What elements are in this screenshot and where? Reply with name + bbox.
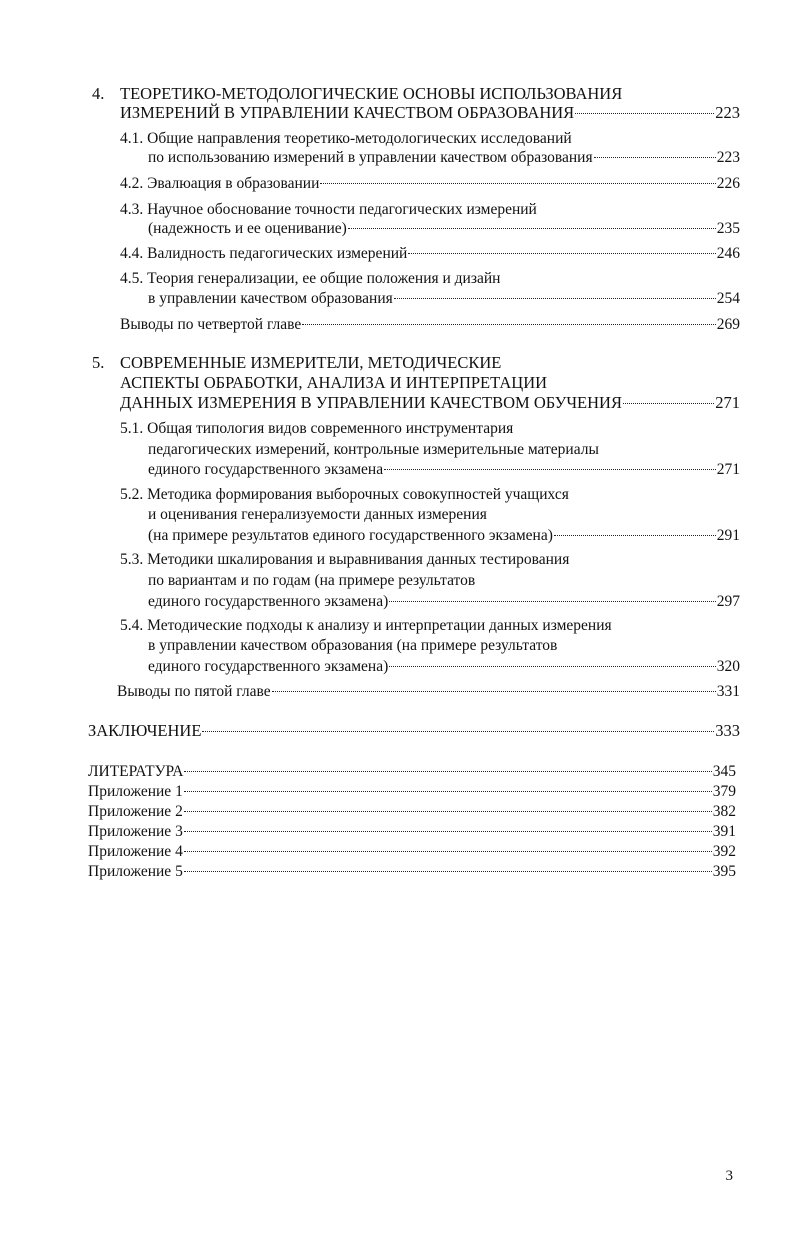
toc-entry-page: 223 [716, 149, 740, 166]
dot-leader [348, 228, 716, 229]
toc-entry-5-2-line3 [148, 526, 740, 546]
toc-entry-page: 246 [716, 245, 740, 262]
dot-leader [184, 771, 711, 772]
toc-entry-5-2-line2 [148, 505, 487, 525]
toc-entry-appendix-3 [88, 822, 736, 842]
toc-entry-text: 4.5. Теория генерализации, ее общие положения и дизайн [120, 270, 501, 287]
dot-leader [320, 183, 715, 184]
dot-leader [184, 871, 712, 872]
toc-entry-text: Приложение 4 [88, 843, 183, 860]
toc-entry-text: единого государственного экзамена) [148, 593, 389, 610]
toc-entry-page: 382 [712, 803, 736, 820]
toc-entry-4-3-line1 [120, 200, 537, 220]
toc-entry-page: 331 [716, 683, 740, 700]
toc-entry-text: ЛИТЕРАТУРА [88, 763, 184, 780]
dot-leader [389, 666, 715, 667]
toc-entry-5-1-line3 [148, 460, 740, 480]
toc-entry-text: Приложение 2 [88, 803, 183, 820]
toc-entry-4-4 [120, 244, 740, 264]
toc-entry-5-1-line2 [148, 440, 599, 460]
dot-leader [394, 298, 716, 299]
page-number: 3 [725, 1168, 733, 1184]
dot-leader [302, 324, 716, 325]
toc-entry-5-3-line1 [120, 550, 569, 570]
toc-entry-page: 226 [716, 175, 740, 192]
dot-leader [202, 731, 714, 732]
toc-entry-appendix-1 [88, 782, 736, 802]
toc-entry-5-2-line1 [120, 485, 569, 505]
toc-entry-page: 297 [716, 593, 740, 610]
dot-leader [389, 601, 715, 602]
toc-entry-text: Приложение 1 [88, 783, 183, 800]
toc-entry-page: 235 [716, 220, 740, 237]
toc-entry-page: 345 [712, 763, 736, 780]
chapter5-title-line2 [120, 373, 547, 393]
chapter4-title-line2 [120, 103, 740, 123]
toc-entry-page: 269 [716, 316, 740, 333]
dot-leader [184, 831, 712, 832]
toc-entry-literature [88, 762, 736, 782]
chapter5-title-text1: СОВРЕМЕННЫЕ ИЗМЕРИТЕЛИ, МЕТОДИЧЕСКИЕ [120, 353, 502, 372]
toc-entry-page: 395 [712, 863, 736, 880]
toc-entry-4-5-line1 [120, 269, 500, 289]
toc-entry-conclusion [88, 721, 740, 741]
toc-entry-appendix-2 [88, 802, 736, 822]
toc-entry-5-4-line2 [148, 636, 557, 656]
toc-entry-page: 379 [712, 783, 736, 800]
toc-entry-text: 4.4. Валидность педагогических измерений [120, 245, 408, 262]
chapter4-title-text2: ИЗМЕРЕНИЙ В УПРАВЛЕНИИ КАЧЕСТВОМ ОБРАЗОВАНИЯ [120, 103, 575, 122]
toc-entry-4-3-line2 [148, 219, 740, 239]
toc-entry-text: (надежность и ее оценивание) [148, 220, 347, 237]
toc-entry-text: 5.3. Методики шкалирования и выравнивания данных тестирования [120, 551, 570, 568]
toc-entry-5-4-line3 [148, 657, 740, 677]
toc-entry-text: единого государственного экзамена [148, 461, 384, 478]
toc-entry-4-2 [120, 174, 740, 194]
toc-entry-text: по вариантам и по годам (на примере результатов [148, 572, 476, 589]
toc-entry-text: педагогических измерений, контрольные измерительные материалы [148, 441, 599, 458]
toc-entry-page: 291 [716, 527, 740, 544]
dot-leader [623, 403, 714, 404]
dot-leader [184, 791, 712, 792]
dot-leader [575, 113, 714, 114]
toc-entry-text: Выводы по пятой главе [117, 683, 271, 700]
toc-entry-appendix-4 [88, 842, 736, 862]
chapter4-title-line1 [92, 84, 622, 104]
chapter4-page: 223 [715, 103, 740, 122]
toc-entry-text: в управлении качеством образования (на примере результатов [148, 637, 558, 654]
toc-entry-page: 320 [716, 658, 740, 675]
toc-entry-page: 271 [716, 461, 740, 478]
toc-entry-text: по использованию измерений в управлении качеством образования [148, 149, 593, 166]
chapter5-title-text3: ДАННЫХ ИЗМЕРЕНИЯ В УПРАВЛЕНИИ КАЧЕСТВОМ ОБУЧЕНИЯ [120, 393, 622, 412]
toc-entry-appendix-5 [88, 862, 736, 882]
toc-entry-text: 5.2. Методика формирования выборочных совокупностей учащихся [120, 486, 569, 503]
toc-entry-text: ЗАКЛЮЧЕНИЕ [88, 721, 202, 740]
dot-leader [554, 535, 716, 536]
toc-entry-text: единого государственного экзамена) [148, 658, 389, 675]
chapter5-title-line1 [92, 353, 501, 373]
toc-entry-page: 254 [716, 290, 740, 307]
toc-entry-5-3-line2 [148, 571, 475, 591]
dot-leader [594, 157, 716, 158]
toc-entry-4-5-line2 [148, 289, 740, 309]
dot-leader [384, 469, 716, 470]
toc-entry-text: 5.1. Общая типология видов современного инструментария [120, 420, 514, 437]
toc-entry-page: 391 [712, 823, 736, 840]
chapter5-page: 271 [715, 393, 740, 412]
toc-entry-chapter5-conclusions [117, 682, 740, 702]
toc-entry-4-1-line1 [120, 129, 572, 149]
toc-entry-text: (на примере результатов единого государственного экзамена) [148, 527, 553, 544]
toc-entry-page: 333 [715, 721, 740, 740]
toc-entry-text: 4.1. Общие направления теоретико-методологических исследований [120, 130, 572, 147]
toc-entry-text: 4.2. Эвалюация в образовании [120, 175, 320, 192]
chapter5-number: 5. [92, 353, 105, 372]
dot-leader [184, 851, 712, 852]
toc-entry-text: 4.3. Научное обоснование точности педагогических измерений [120, 201, 537, 218]
toc-entry-text: и оценивания генерализуемости данных измерения [148, 506, 487, 523]
chapter4-number: 4. [92, 84, 105, 103]
chapter4-title-text1: ТЕОРЕТИКО-МЕТОДОЛОГИЧЕСКИЕ ОСНОВЫ ИСПОЛЬЗОВАНИЯ [120, 84, 623, 103]
toc-entry-5-1-line1 [120, 419, 513, 439]
toc-entry-5-3-line3 [148, 592, 740, 612]
chapter5-title-text2: АСПЕКТЫ ОБРАБОТКИ, АНАЛИЗА И ИНТЕРПРЕТАЦИИ [120, 373, 548, 392]
toc-entry-text: 5.4. Методические подходы к анализу и интерпретации данных измерения [120, 617, 612, 634]
toc-entry-5-4-line1 [120, 616, 612, 636]
toc-entry-text: в управлении качеством образования [148, 290, 393, 307]
dot-leader [408, 253, 715, 254]
toc-entry-chapter4-conclusions [120, 315, 740, 335]
toc-entry-text: Приложение 3 [88, 823, 183, 840]
toc-entry-text: Выводы по четвертой главе [120, 316, 302, 333]
toc-entry-page: 392 [712, 843, 736, 860]
chapter5-title-line3 [120, 393, 740, 413]
toc-entry-4-1-line2 [148, 148, 740, 168]
dot-leader [272, 691, 716, 692]
toc-entry-text: Приложение 5 [88, 863, 183, 880]
dot-leader [184, 811, 712, 812]
